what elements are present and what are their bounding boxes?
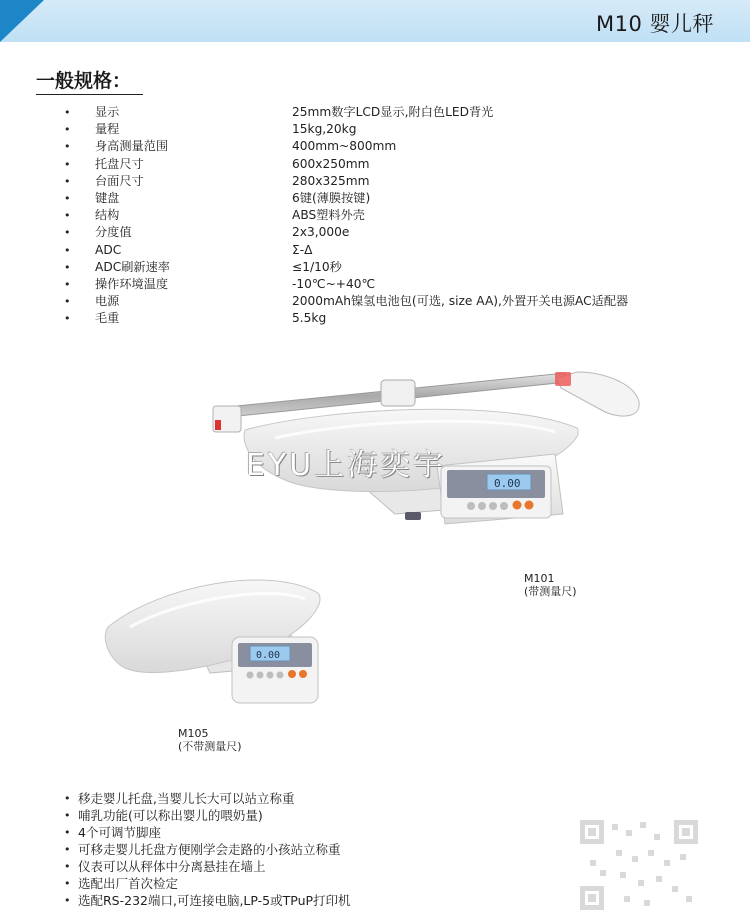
bullet-icon: • (64, 191, 71, 205)
bullet-icon: • (64, 312, 71, 326)
spec-row (60, 224, 700, 241)
bullet-icon: • (64, 157, 71, 171)
bullet-icon: • (64, 123, 71, 137)
m101-caption (524, 572, 577, 598)
watermark: EYU上海奕宇 (246, 448, 447, 483)
bullet-icon: • (64, 140, 71, 154)
spec-row (60, 207, 700, 224)
feature-text: 选配RS-232端口,可连接电脑,LP-5或TPuP打印机 (78, 893, 351, 908)
spec-value: ABS塑料外壳 (292, 208, 365, 223)
m105-product-image (100, 565, 325, 710)
spec-label: 电源 (95, 294, 120, 309)
header-accent-corner (0, 0, 44, 42)
spec-row (60, 276, 700, 293)
m101-note: (带测量尺) (524, 585, 577, 598)
spec-value: 400mm~800mm (292, 139, 397, 154)
bullet-icon: • (64, 174, 71, 188)
spec-label: 操作环境温度 (95, 276, 169, 291)
bullet-icon: • (64, 243, 71, 257)
spec-row (60, 173, 700, 190)
bullet-icon: • (64, 277, 71, 291)
feature-text: 选配出厂首次检定 (78, 876, 179, 891)
spec-section-title: 一般规格： (36, 66, 143, 95)
bullet-icon: • (64, 295, 71, 309)
spec-row (60, 190, 700, 207)
feature-text: 可移走婴儿托盘方便刚学会走路的小孩站立称重 (78, 842, 341, 857)
spec-value: ≤1/10秒 (292, 259, 342, 274)
spec-value: 5.5kg (292, 311, 327, 326)
feature-text: 哺乳功能(可以称出婴儿的喂奶量) (78, 808, 263, 823)
bullet-icon: • (64, 860, 71, 873)
bullet-icon: • (64, 792, 71, 805)
spec-label: 身高测量范围 (95, 139, 169, 154)
m105-model: M105 (178, 727, 209, 740)
bullet-icon: • (64, 894, 71, 907)
m105-note: (不带测量尺) (178, 740, 242, 753)
bullet-icon: • (64, 260, 71, 274)
page-title: M10 婴儿秤 (595, 12, 714, 36)
spec-row (60, 242, 700, 259)
feature-text: 4个可调节脚座 (78, 825, 161, 840)
spec-label: 量程 (95, 122, 120, 137)
bullet-icon: • (64, 826, 71, 839)
spec-row (60, 138, 700, 155)
spec-label: ADC (95, 242, 122, 257)
spec-row (60, 104, 700, 121)
spec-value: 25mm数字LCD显示,附白色LED背光 (292, 105, 494, 119)
bullet-icon: • (64, 809, 71, 822)
spec-label: 键盘 (95, 190, 120, 205)
spec-value: 2x3,000e (292, 225, 350, 240)
spec-row (60, 293, 700, 310)
m105-caption (178, 727, 242, 753)
m101-lcd-reading: 0.00 (494, 477, 521, 490)
feature-text: 仪表可以从秤体中分离悬挂在墙上 (78, 859, 266, 874)
spec-value: 600x250mm (292, 156, 370, 171)
spec-value: 280x325mm (292, 173, 370, 188)
spec-row (60, 259, 700, 276)
m105-lcd-reading: 0.00 (256, 650, 281, 661)
spec-value: 2000mAh镍氢电池包(可选, size AA),外置开关电源AC适配器 (292, 294, 629, 309)
spec-label: 显示 (95, 105, 120, 119)
spec-row (60, 121, 700, 138)
spec-value: -10℃~+40℃ (292, 276, 376, 291)
spec-label: 分度值 (95, 225, 132, 240)
spec-label: ADC刷新速率 (95, 259, 170, 274)
spec-row (60, 156, 700, 173)
bullet-icon: • (64, 843, 71, 856)
bullet-icon: • (64, 209, 71, 223)
qr-code-image (580, 820, 698, 910)
spec-label: 台面尺寸 (95, 173, 144, 188)
spec-label: 结构 (95, 208, 120, 223)
spec-value: 15kg,20kg (292, 122, 357, 137)
feature-item (64, 790, 684, 807)
bullet-icon: • (64, 877, 71, 890)
spec-value: Σ-Δ (292, 242, 313, 257)
spec-label: 托盘尺寸 (95, 156, 144, 171)
bullet-icon: • (64, 106, 71, 119)
m101-model: M101 (524, 572, 555, 585)
spec-list (60, 104, 700, 327)
spec-value: 6键(薄膜按键) (292, 190, 371, 205)
spec-row (60, 310, 700, 327)
bullet-icon: • (64, 226, 71, 240)
feature-text: 移走婴儿托盘,当婴儿长大可以站立称重 (78, 791, 295, 806)
spec-label: 毛重 (95, 311, 120, 326)
